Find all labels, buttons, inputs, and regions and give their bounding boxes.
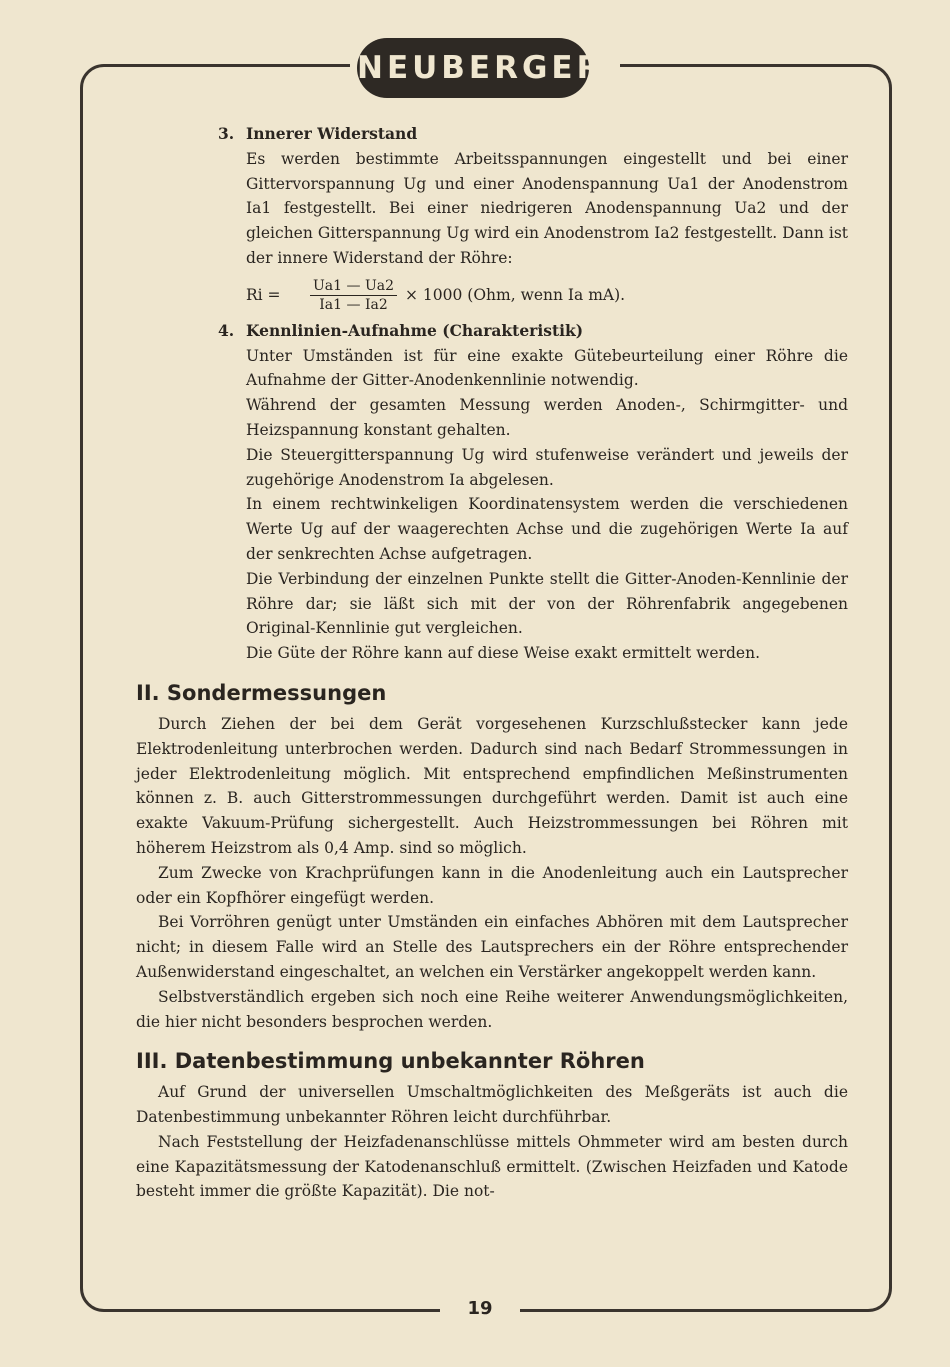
paragraph: Durch Ziehen der bei dem Gerät vorgesehenen Kurzschlußstecker kann jede Elektrodenleitung unterbrochen werden. Dadurch sind nach Bedarf Strommessungen in jeder Elektrodenleitung möglich. Mit entsprechend empfindlichen Meßinstrumenten können z. B. auch Gitterstrommessungen durchgeführt werden. Damit ist auch eine exakte Vakuum-Prüfung sichergestellt. Auch Heizstrommessungen bei Röhren mit höherem Heizstrom als 0,4 Amp. sind so möglich. xyxy=(136,714,848,857)
section-heading-special-measurements: II. Sondermessungen xyxy=(136,680,387,705)
subsection-title: Kennlinien-Aufnahme (Charakteristik) xyxy=(246,320,584,340)
paragraph: Nach Feststellung der Heizfadenanschlüsse mittels Ohmmeter wird am besten durch eine Kapazitätsmessung der Katodenanschluß ermittelt. (Zwischen Heizfaden und Katode besteht immer die größte Kapazität). Die not- xyxy=(136,1132,848,1201)
section-body xyxy=(136,1080,848,1204)
paragraph: Selbstverständlich ergeben sich noch eine Reihe weiterer Anwendungsmöglichkeiten, die hier nicht besonders besprochen werden. xyxy=(136,987,848,1031)
subsection-title: Innerer Widerstand xyxy=(246,124,418,143)
paragraph: In einem rechtwinkeligen Koordinatensystem werden die verschiedenen Werte Ug auf der waagerechten Achse und die zugehörigen Werte Ia auf der senkrechten Achse aufgetragen. xyxy=(246,495,848,563)
paragraph: Bei Vorröhren genügt unter Umständen ein einfaches Abhören mit dem Lautsprecher nicht; in diesem Falle wird an Stelle des Lautsprechers ein der Röhre entsprechender Außenwiderstand eingeschaltet, an welchen ein Verstärker angekoppelt werden kann. xyxy=(136,913,848,981)
paragraph: Die Güte der Röhre kann auf diese Weise exakt ermittelt werden. xyxy=(246,644,761,663)
subsection-heading xyxy=(218,122,848,147)
subsection-inner-resistance xyxy=(136,122,848,319)
paragraph: Es werden bestimmte Arbeitsspannungen eingestellt und bei einer Gittervorspannung Ug und einer Anodenspannung Ua1 der Anodenstrom Ia1 festgestellt. Bei einer niedrigeren Anodenspannung Ua2 und der gleichen Gitterspannung Ug wird ein Anodenstrom Ia2 festgestellt. Dann ist der innere Widerstand der Röhre: xyxy=(246,149,848,267)
brand-logo: NEUBERGER xyxy=(357,38,589,98)
paragraph: Auf Grund der universellen Umschaltmöglichkeiten des Meßgeräts ist auch die Datenbestimmung unbekannter Röhren leicht durchführbar. xyxy=(136,1083,848,1127)
subsection-body xyxy=(246,147,848,319)
subsection-characteristic xyxy=(136,319,848,666)
formula-numerator: Ua1 — Ua2 xyxy=(310,277,397,296)
paragraph: Zum Zwecke von Krachprüfungen kann in die Anodenleitung auch ein Lautsprecher oder ein Kopfhörer eingefügt werden. xyxy=(136,863,848,907)
subsection-heading xyxy=(218,319,848,344)
paragraph: Die Verbindung der einzelnen Punkte stellt die Gitter-Anoden-Kennlinie der Röhre dar; sie läßt sich mit der von der Röhrenfabrik angegebenen Original-Kennlinie gut vergleichen. xyxy=(246,569,848,638)
section-heading-data-determination: III. Datenbestimmung unbekannter Röhren xyxy=(136,1049,645,1074)
paragraph: Die Steuergitterspannung Ug wird stufenweise verändert und jeweils der zugehörige Anodenstrom Ia abgelesen. xyxy=(246,445,848,489)
paragraph: Unter Umständen ist für eine exakte Gütebeurteilung einer Röhre die Aufnahme der Gitter-Anodenkennlinie notwendig. xyxy=(246,346,848,390)
page-content xyxy=(136,122,848,1204)
formula-fraction xyxy=(310,277,397,314)
formula-lhs: Ri = xyxy=(246,286,281,305)
paragraph: Während der gesamten Messung werden Anoden-, Schirmgitter- und Heizspannung konstant gehalten. xyxy=(246,396,848,439)
formula-rhs: × 1000 (Ohm, wenn Ia mA). xyxy=(405,286,626,305)
section-body xyxy=(136,712,848,1034)
resistance-formula xyxy=(246,273,848,319)
subsection-number: 4. xyxy=(218,320,235,340)
subsection-body xyxy=(246,344,848,666)
formula-denominator: Ia1 — Ia2 xyxy=(319,297,388,314)
subsection-number: 3. xyxy=(218,124,235,143)
page-number: 19 xyxy=(467,1298,493,1319)
